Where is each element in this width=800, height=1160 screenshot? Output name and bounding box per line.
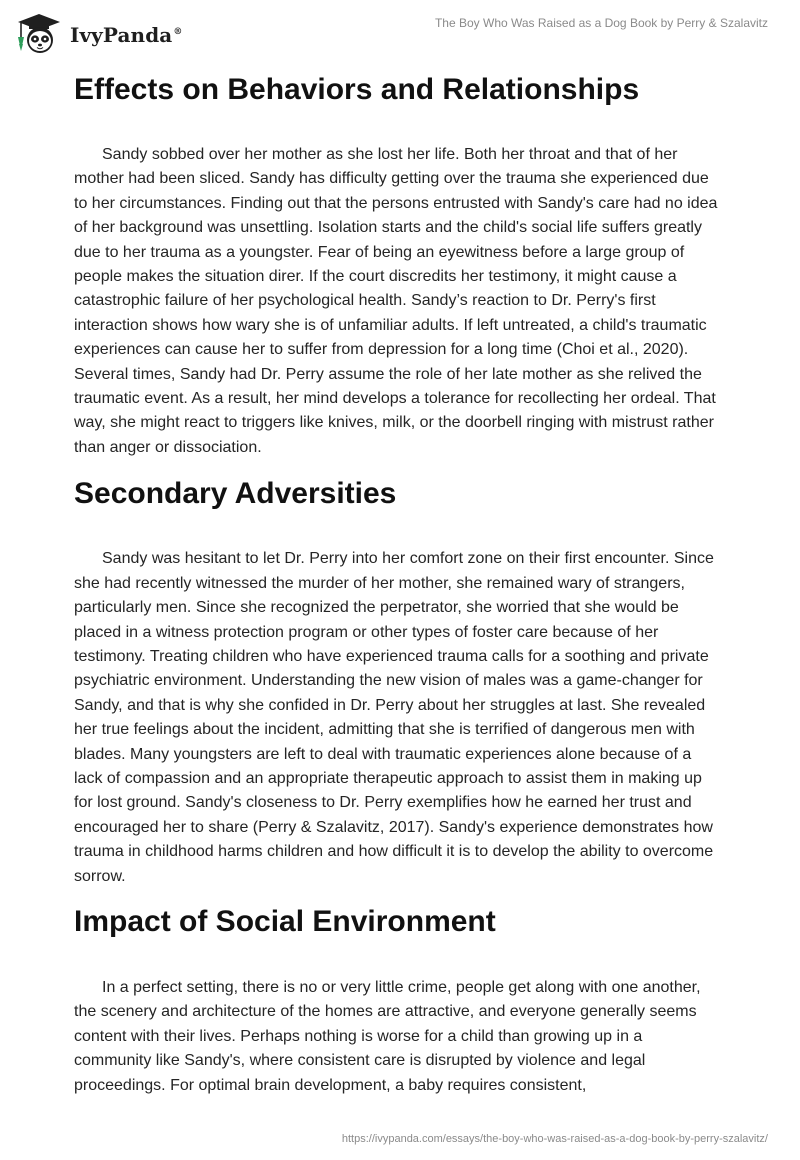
section-paragraph-effects: Sandy sobbed over her mother as she lost her life. Both her throat and that of her mother had been sliced. Sandy has difficulty getting over the trauma she experienced due to her circumstances. Finding out that the persons entrusted with Sandy's care had no idea of her background was unsettling. Isolation starts and the child's social life suffers greatly due to her trauma as a youngster. Fear of being an eyewitness before a large group of people makes the situation direr. If the court discredits her testimony, it might cause a catastrophic failure of her psychological health. Sandy’s reaction to Dr. Perry's first interaction shows how wary she is of unfamiliar adults. If left untreated, a child's traumatic experiences can cause her to suffer from depression for a long time (Choi et al., 2020). Several times, Sandy had Dr. Perry assume the role of her late mother as she relived the traumatic event. As a result, her mind develops a tolerance for recollecting her ordeal. That way, she might react to triggers like knives, milk, or the doorbell ringing with mistrust rather than anger or dissociation.	[74, 146, 718, 456]
brand-logo[interactable]	[14, 10, 182, 56]
brand-name: IvyPanda®	[70, 23, 183, 47]
section-heading-effects: Effects on Behaviors and Relationships	[74, 73, 640, 106]
source-url[interactable]: https://ivypanda.com/essays/the-boy-who-was-raised-as-a-dog-book-by-perry-szalavitz/	[341, 1133, 768, 1145]
section-paragraph-secondary-adversities: Sandy was hesitant to let Dr. Perry into her comfort zone on their first encounter. Since she had recently witnessed the murder of her mother, she remained wary of strangers, particularly men. Since she recognized the perpetrator, she worried that she would be placed in a witness protection program or other types of foster care because of her testimony. Treating children who have experienced trauma calls for a soothing and private psychiatric environment. Understanding the new vision of males was a game-changer for Sandy, and that is why she confided in Dr. Perry about her struggles at last. She revealed her true feelings about the incident, admitting that she is terrified of dangerous men with blades. Many youngsters are left to deal with traumatic experiences alone because of a lack of compassion and an appropriate therapeutic approach to assist them in making up for lost ground. Sandy's closeness to Dr. Perry exemplifies how he earned her trust and encouraged her to share (Perry & Szalavitz, 2017). Sandy's experience demonstrates how trauma in childhood harms children and how difficult it is to develop the ability to overcome sorrow.	[74, 550, 714, 885]
section-paragraph-social-environment: In a perfect setting, there is no or very little crime, people get along with one another, the scenery and architecture of the homes are attractive, and everyone generally seems content with their lives. Perhaps nothing is worse for a child than growing up in a community like Sandy's, where consistent care is disrupted by violence and legal proceedings. For optimal brain development, a baby requires consistent,	[74, 978, 701, 1094]
page-header	[0, 0, 800, 62]
section-heading-secondary-adversities: Secondary Adversities	[74, 477, 397, 511]
section-heading-social-environment: Impact of Social Environment	[74, 904, 496, 938]
document-title: The Boy Who Was Raised as a Dog Book by Perry & Szalavitz	[434, 16, 768, 30]
panda-graduation-cap-icon	[14, 10, 64, 56]
registered-mark: ®	[173, 27, 183, 38]
essay-content	[74, 70, 724, 1098]
